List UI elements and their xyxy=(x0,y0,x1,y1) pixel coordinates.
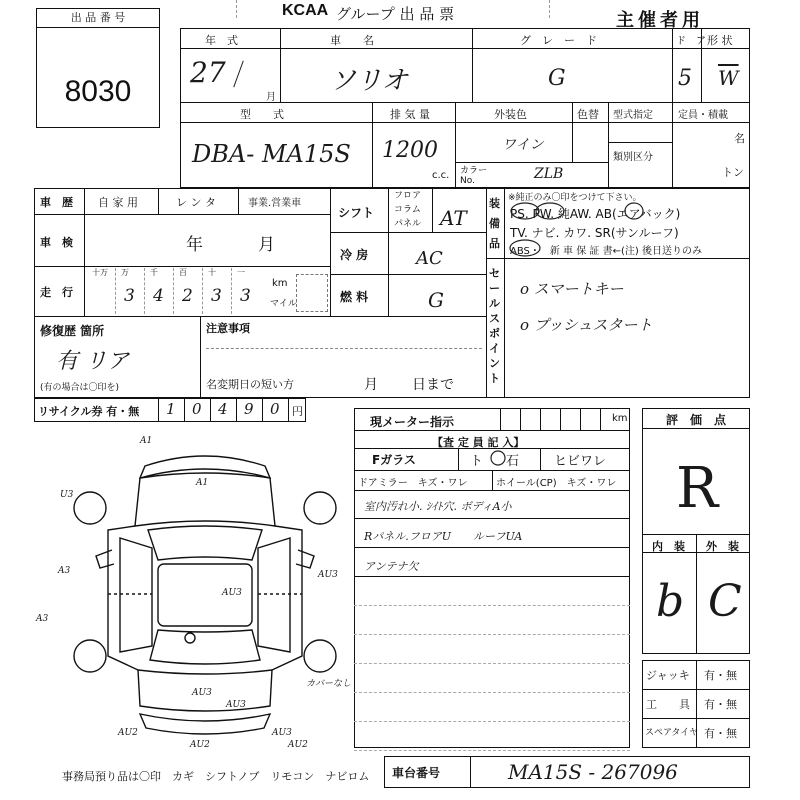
mileage-digit-label: 十 xyxy=(208,268,216,277)
kcaa-logo: KCAA xyxy=(282,2,329,19)
damage-mark: A1 xyxy=(140,436,153,446)
damage-mark: カバーなし xyxy=(306,679,352,689)
glass-col1 xyxy=(458,448,459,470)
damage-mark: AU2 xyxy=(118,728,138,738)
glass-item-3: ヒビワレ xyxy=(554,454,607,469)
cc-unit: c.c. xyxy=(432,170,450,181)
col-desig xyxy=(608,102,609,188)
meter-row xyxy=(354,430,630,431)
exterior-value: C xyxy=(708,576,742,627)
meter-divider xyxy=(520,408,521,430)
mirror-row xyxy=(354,490,630,491)
col-capacity xyxy=(672,102,673,188)
mileage-divider xyxy=(144,268,145,314)
equip-row xyxy=(486,258,750,259)
tons-unit: トン xyxy=(722,166,744,179)
month-unit: 月 xyxy=(266,92,276,103)
business-use: 事業.営業車 xyxy=(248,198,302,209)
lot-label-row xyxy=(37,9,159,28)
equip-col xyxy=(486,188,487,398)
damage-mark: AU3 xyxy=(272,728,292,738)
note-line xyxy=(354,518,630,519)
col-grade xyxy=(672,28,673,102)
meter-label: 現メーター指示 xyxy=(370,415,455,429)
damage-mark: AU2 xyxy=(288,740,308,750)
organizer-label: 主催者用 xyxy=(616,10,704,31)
damage-mark: A3 xyxy=(36,614,49,624)
glass-label: Fガラス xyxy=(372,453,416,467)
ac-label: 冷 房 xyxy=(340,248,369,262)
mileage-digit: 4 xyxy=(153,286,164,306)
hist-col2 xyxy=(158,188,159,214)
hist-row1 xyxy=(34,214,330,215)
shift-label: シフト xyxy=(338,206,375,220)
ac-col xyxy=(388,232,389,316)
color-split xyxy=(455,162,608,163)
note-line xyxy=(354,605,630,606)
lot-number: 8030 xyxy=(64,75,132,108)
recycle-divider xyxy=(210,398,211,422)
recycle-digit: 1 xyxy=(166,400,176,418)
mile-label: マイル xyxy=(270,299,297,309)
model-designation-label: 型式指定 xyxy=(613,110,653,121)
rating-value: R xyxy=(676,456,719,521)
rental-use: レ ン タ xyxy=(176,196,216,209)
repair-note: (有の場合は〇印を) xyxy=(40,383,120,393)
grade-value: G xyxy=(548,66,566,91)
row2-divider xyxy=(180,122,750,123)
grade-label: グ レ ー ド xyxy=(520,34,597,47)
sales-point-2: o プッシュスタート xyxy=(520,316,653,334)
wheel-label: ホイール(CP) キズ・ワレ xyxy=(496,478,617,489)
rating-row xyxy=(642,428,750,429)
shape-value: $\overline{W}$ xyxy=(718,66,739,90)
equipment-label: 装 備 品 xyxy=(489,197,500,250)
mileage-divider xyxy=(115,268,116,314)
damage-mark: AU3 xyxy=(222,588,242,598)
acc-spare-value: 有・無 xyxy=(704,727,737,740)
acc-tools-label: 工 具 xyxy=(646,698,690,711)
mileage-digit-label: 千 xyxy=(150,268,158,277)
glass-col2 xyxy=(540,448,541,470)
interior-label: 内 装 xyxy=(652,540,685,553)
meter-divider xyxy=(540,408,541,430)
recycle-digit: 0 xyxy=(270,400,280,418)
inspector-label: 【査 定 員 記 入】 xyxy=(432,436,525,449)
repair-label: 修復歴 箇所 xyxy=(40,324,105,338)
door-label: ド ア xyxy=(676,36,706,47)
repair-col xyxy=(200,316,201,398)
office-note: 事務局預り品は〇印 カギ シフトノブ リモコン ナビロム xyxy=(62,770,370,783)
mileage-label: 走 行 xyxy=(40,286,73,299)
ac-row xyxy=(330,274,486,275)
note-line xyxy=(354,547,630,548)
inspection-note-2: Rパネル.フロアU ルーフUA xyxy=(364,530,523,543)
chassis-value: MA15S - 267096 xyxy=(508,760,678,784)
km-label: km xyxy=(272,278,288,289)
persons-unit: 名 xyxy=(734,132,745,145)
acc-jack-label: ジャッキ xyxy=(646,669,690,682)
ac-value: AC xyxy=(416,248,443,269)
shift-value: AT xyxy=(440,206,467,230)
interior-value: b xyxy=(656,576,685,627)
acc-row2 xyxy=(642,718,750,719)
recycle-digit: 4 xyxy=(218,400,228,418)
shift-option-column: コラム xyxy=(394,205,421,215)
classification-label: 類別区分 xyxy=(613,152,653,163)
recycle-label: リサイクル券 有・無 xyxy=(38,405,140,418)
rating-label: 評 価 点 xyxy=(666,413,727,427)
glass-item-1: ト xyxy=(470,454,484,469)
stone-circle xyxy=(488,448,508,468)
capacity-label: 定員・積載 xyxy=(678,110,728,121)
hist-col4 xyxy=(330,188,331,316)
inspection-note-1: 室内汚れ小. ｼｲﾄ穴. ボディA小 xyxy=(364,500,512,513)
mileage-digit: 3 xyxy=(211,286,222,306)
mileage-digit-label: 万 xyxy=(121,268,129,277)
equip-line2: TV. ナビ. カワ. SR(サンルーフ) xyxy=(510,226,679,240)
recycle-divider xyxy=(288,398,289,422)
mileage-digit: 3 xyxy=(240,286,251,306)
recycle-yen: 円 xyxy=(292,405,303,418)
mileage-digit-label: 一 xyxy=(237,268,245,277)
shift-option-panel: パネル xyxy=(394,219,422,229)
acc-tools-value: 有・無 xyxy=(704,698,737,711)
note-line xyxy=(354,576,630,577)
col-model xyxy=(372,102,373,188)
desig-split xyxy=(608,142,672,143)
mileage-divider xyxy=(231,268,232,314)
note-line xyxy=(354,663,630,664)
chassis-label: 車台番号 xyxy=(392,766,441,780)
year-label: 年 式 xyxy=(205,34,238,47)
hist-col1 xyxy=(84,188,85,316)
note-line xyxy=(354,634,630,635)
displacement-value: 1200 xyxy=(382,138,438,163)
model-value: DBA- MA15S xyxy=(192,140,351,168)
hist-col3 xyxy=(238,188,239,214)
exterior-color-label: 外装色 xyxy=(494,108,527,121)
shift-col xyxy=(388,188,389,232)
displacement-label: 排 気 量 xyxy=(390,108,430,121)
equip-line1: PS. PW. 純AW. AB(エアバック) xyxy=(510,207,681,221)
color-no-label: カラー No. xyxy=(460,166,488,186)
recycle-digit: 0 xyxy=(192,400,202,418)
note-line xyxy=(354,721,630,722)
year-value: 27 xyxy=(190,56,226,89)
note-line xyxy=(354,692,630,693)
mirror-col xyxy=(492,470,493,490)
acc-jack-value: 有・無 xyxy=(704,669,737,682)
fuel-label: 燃 料 xyxy=(340,290,369,304)
mirror-label: ドアミラー キズ・ワレ xyxy=(358,478,468,489)
mileage-digit-label: 百 xyxy=(179,268,187,277)
col-color xyxy=(572,102,573,162)
rating-col xyxy=(696,534,697,654)
row1-divider xyxy=(180,48,750,49)
damage-mark: A3 xyxy=(58,566,71,576)
registration-label: 名変期日の短い方 xyxy=(206,378,294,391)
mileage-digit: 2 xyxy=(182,286,193,306)
km-box xyxy=(296,274,328,312)
col-name xyxy=(472,28,473,102)
damage-mark: AU3 xyxy=(318,570,338,580)
form-title: グループ 出 品 票 xyxy=(336,5,455,23)
meter-divider xyxy=(500,408,501,430)
shaken-label: 車 検 xyxy=(40,236,73,249)
registration-day: 日まで xyxy=(412,377,454,393)
fuel-value: G xyxy=(428,288,444,312)
recycle-divider xyxy=(236,398,237,422)
meter-km: km xyxy=(612,413,628,424)
color-no-value: ZLB xyxy=(534,166,564,182)
acc-spare-label: スペアタイヤ xyxy=(645,728,699,738)
lot-number-box xyxy=(36,8,160,128)
shaken-year: 年 xyxy=(186,235,203,255)
shape-label: 形 状 xyxy=(707,34,733,47)
color-change-label: 色替 xyxy=(577,108,599,121)
lot-label: 出 品 番 号 xyxy=(70,11,126,24)
sales-point-1: o スマートキー xyxy=(520,280,624,298)
damage-mark: AU2 xyxy=(190,740,210,750)
name-label: 車 名 xyxy=(330,34,374,47)
chassis-col xyxy=(470,756,471,788)
recycle-divider xyxy=(262,398,263,422)
meter-divider xyxy=(600,408,601,430)
shift-col2 xyxy=(432,188,433,232)
caution-label: 注意事項 xyxy=(206,322,250,335)
color-value: ワイン xyxy=(502,137,544,153)
mileage-digit-label: 十万 xyxy=(92,268,108,277)
equip-note: ※純正のみ〇印をつけて下さい。 xyxy=(508,193,642,203)
recycle-divider xyxy=(158,398,159,422)
recycle-digit: 9 xyxy=(244,400,254,418)
col-disp xyxy=(455,102,456,188)
mileage-divider xyxy=(202,268,203,314)
meter-divider xyxy=(580,408,581,430)
exterior-label: 外 装 xyxy=(706,540,739,553)
acc-row1 xyxy=(642,689,750,690)
damage-mark: AU3 xyxy=(192,688,212,698)
col-year xyxy=(280,28,281,102)
history-label: 車 歴 xyxy=(40,196,73,209)
recycle-divider xyxy=(184,398,185,422)
note-line xyxy=(354,750,630,751)
damage-mark: AU3 xyxy=(226,700,246,710)
sales-points-label: セ ー ル ス ポ イ ン ト xyxy=(489,267,500,385)
shift-option-floor: フロア xyxy=(394,191,422,201)
meter-divider xyxy=(560,408,561,430)
hist-row3 xyxy=(34,316,486,317)
door-value: 5 xyxy=(678,66,692,91)
model-label: 型 式 xyxy=(240,108,284,121)
car-name-value: ソリオ xyxy=(330,66,408,96)
repair-value: 有 リア xyxy=(56,349,129,374)
shift-row xyxy=(330,232,486,233)
caution-line xyxy=(206,348,482,349)
shaken-month: 月 xyxy=(258,235,275,255)
equip-circles xyxy=(500,198,660,258)
damage-mark: A1 xyxy=(196,478,209,488)
mileage-divider xyxy=(173,268,174,314)
glass-item-2: 石 xyxy=(506,454,520,469)
damage-mark: U3 xyxy=(60,490,74,500)
registration-month: 月 xyxy=(364,377,378,393)
equip-line3: ABS・ 新 車 保 証 書←(注) 後日送りのみ xyxy=(510,246,702,257)
inspection-note-3: アンテナ欠 xyxy=(364,560,419,573)
private-use: 自 家 用 xyxy=(98,196,138,209)
mileage-digit: 3 xyxy=(124,286,135,306)
